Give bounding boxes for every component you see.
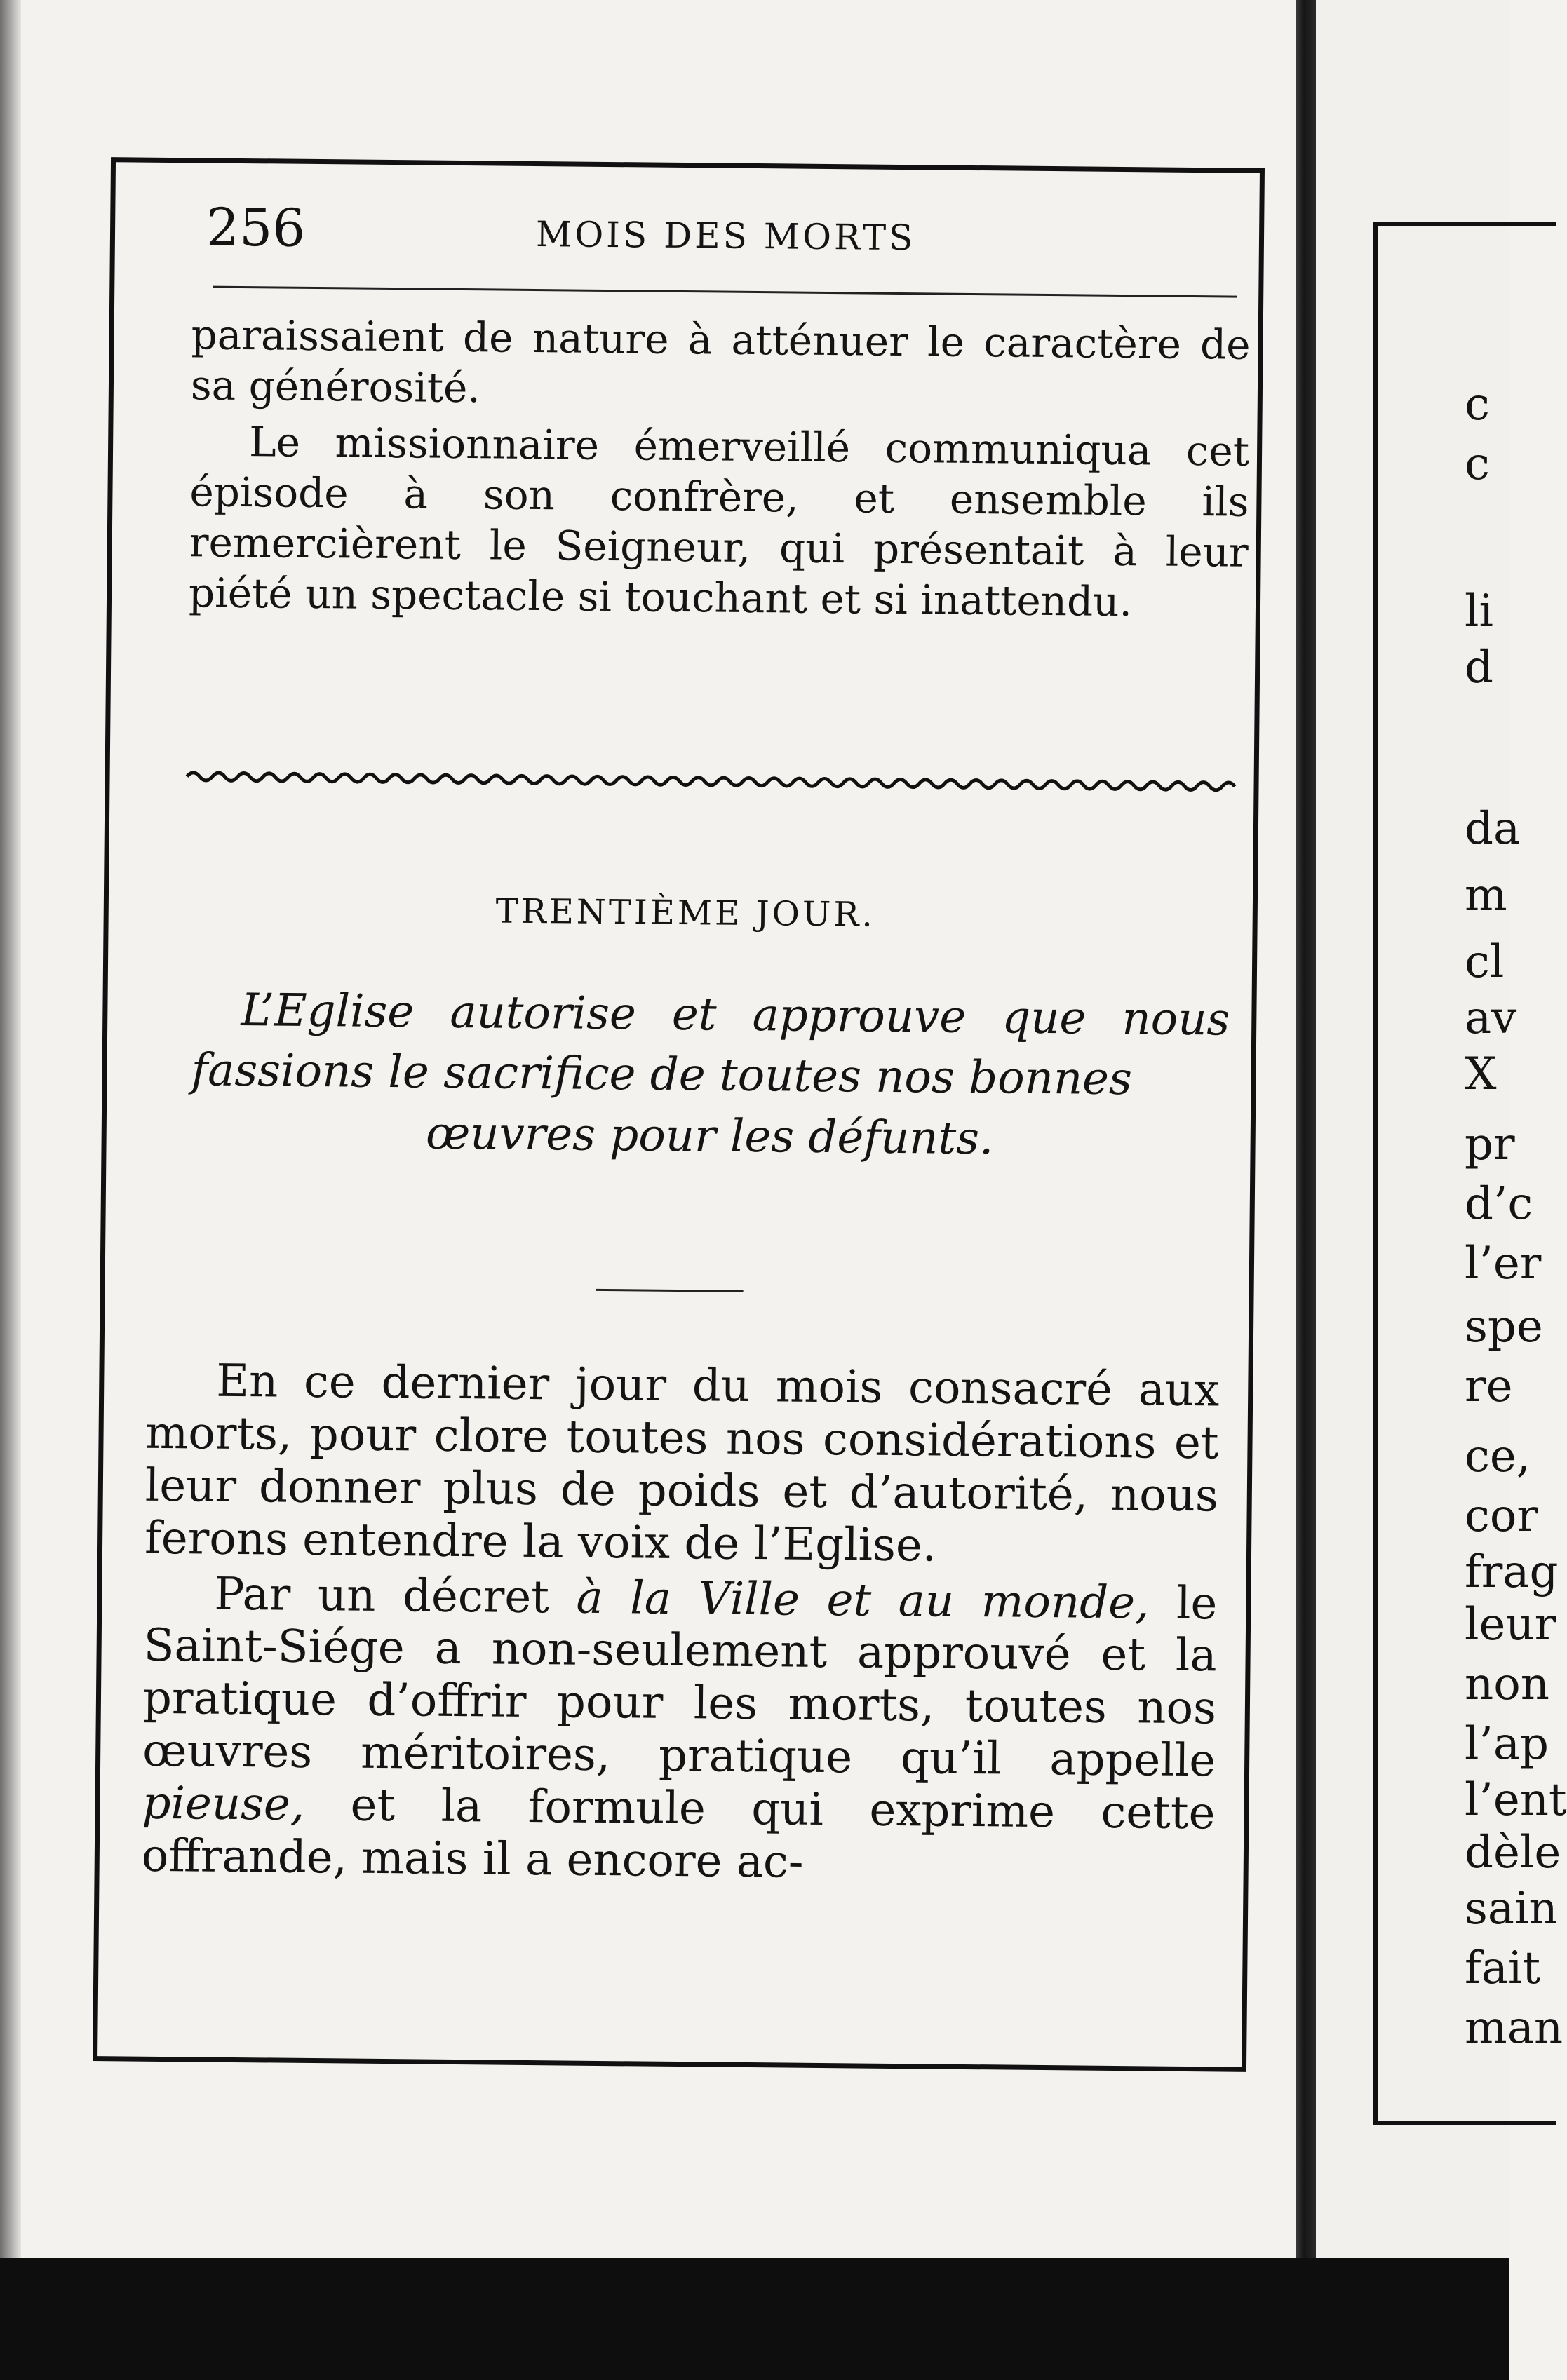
facing-fragment: da: [1465, 803, 1521, 855]
facing-fragment: sain: [1465, 1883, 1558, 1935]
running-title: MOIS DES MORTS: [535, 213, 916, 259]
subtitle-line: œuvres pour les défunts.: [425, 1107, 994, 1165]
facing-fragment: c: [1465, 438, 1490, 490]
text-run: le Saint-Siége a non-seulement approuvé et la pratique d’offrir pour les morts, toutes nos œuvres méritoires, pratique qu’il appelle: [142, 1576, 1218, 1787]
facing-fragment: cl: [1465, 936, 1505, 988]
wavy-divider: [187, 766, 1232, 797]
facing-fragment: dèle: [1465, 1827, 1561, 1879]
paragraph: Le missionnaire émerveillé communiqua cet épisode à son confrère, et ensemble ils remercièrent le Seigneur, qui présentait à leur piété un spectacle si touchant et si inattendu.: [188, 417, 1250, 626]
facing-fragment: l’ent: [1465, 1774, 1567, 1826]
facing-fragment: frag: [1465, 1546, 1559, 1598]
scan-bottom-edge: [0, 2258, 1509, 2380]
facing-fragment: fait: [1465, 1942, 1541, 1994]
section-title: TRENTIÈME JOUR.: [495, 891, 876, 935]
facing-page-text: [1451, 0, 1567, 2258]
paragraph: [141, 1567, 1217, 1893]
opening-text: [189, 310, 1251, 628]
italic-run: à la Ville et au monde,: [576, 1571, 1150, 1629]
facing-fragment: m: [1465, 870, 1507, 921]
facing-fragment: man: [1465, 2002, 1563, 2054]
facing-fragment: cor: [1465, 1490, 1538, 1542]
facing-fragment: av: [1465, 992, 1517, 1044]
italic-run: pieuse,: [142, 1777, 305, 1831]
body-text: [141, 1355, 1219, 1893]
page-frame: [93, 157, 1265, 2072]
left-page-shadow: [0, 0, 21, 2258]
facing-fragment: c: [1465, 379, 1490, 431]
subtitle-line: L’Eglise autorise et approuve que nous fassions le sacrifice de toutes nos bonnes: [191, 985, 1230, 1106]
paragraph: En ce dernier jour du mois consacré aux morts, pour clore toutes nos considérations et leur donner plus de poids et d’autorité, nous ferons entendre la voix de l’Eglise.: [144, 1355, 1220, 1572]
facing-fragment: li: [1465, 586, 1493, 637]
facing-fragment: re: [1465, 1360, 1513, 1412]
facing-fragment: spe: [1465, 1301, 1543, 1353]
page-number: 256: [206, 197, 306, 259]
facing-fragment: d’c: [1465, 1178, 1533, 1230]
facing-fragment: ce,: [1465, 1431, 1531, 1482]
facing-fragment: d: [1465, 642, 1493, 694]
text-run: Par un décret: [214, 1568, 577, 1624]
facing-fragment: pr: [1465, 1118, 1515, 1170]
facing-fragment: l’er: [1465, 1238, 1542, 1290]
book-gutter: [1296, 0, 1316, 2258]
facing-fragment: leur: [1465, 1599, 1556, 1651]
facing-fragment: non: [1465, 1658, 1549, 1710]
section-subtitle: [190, 980, 1230, 1171]
header-rule: [213, 286, 1237, 298]
paragraph: paraissaient de nature à atténuer le caractère de sa générosité.: [190, 311, 1251, 412]
facing-fragment: X: [1465, 1048, 1497, 1100]
facing-fragment: l’ap: [1465, 1718, 1549, 1770]
text-run: et la formule qui exprime cette offrande, mais il a encore ac-: [141, 1778, 1216, 1888]
short-divider: [596, 1289, 744, 1292]
